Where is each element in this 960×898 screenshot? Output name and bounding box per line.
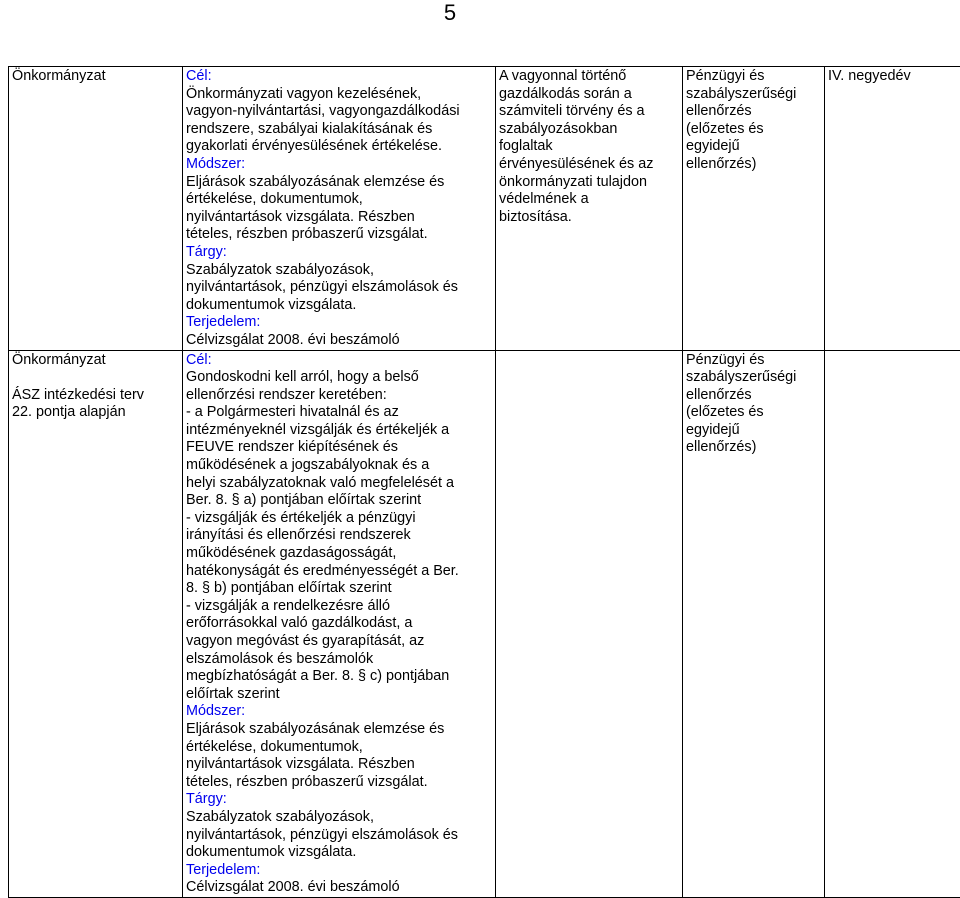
type-line: (előzetes és bbox=[686, 121, 821, 139]
content-line: 8. § b) pontjában előírtak szerint bbox=[186, 580, 492, 598]
content-line: értékelése, dokumentumok, bbox=[186, 191, 492, 209]
content-line: működésének a jogszabályoknak és a bbox=[186, 457, 492, 475]
content-line: irányítási és ellenőrzési rendszerek bbox=[186, 527, 492, 545]
content-line: elszámolások és beszámolók bbox=[186, 651, 492, 669]
owner-cell bbox=[9, 350, 183, 897]
content-line: - vizsgálják a rendelkezésre álló bbox=[186, 598, 492, 616]
risk-line: szabályozásokban bbox=[499, 121, 679, 139]
content-line: Szabályzatok szabályozások, bbox=[186, 809, 492, 827]
content-line: Eljárások szabályozásának elemzése és bbox=[186, 174, 492, 192]
content-line: tételes, részben próbaszerű vizsgálat. bbox=[186, 226, 492, 244]
content-line: helyi szabályzatoknak való megfelelését a bbox=[186, 475, 492, 493]
content-line: Eljárások szabályozásának elemzése és bbox=[186, 721, 492, 739]
section-label: Tárgy: bbox=[186, 791, 492, 809]
content-line: - vizsgálják és értékeljék a pénzügyi bbox=[186, 510, 492, 528]
audit-type-cell bbox=[683, 67, 825, 351]
section-label: Cél: bbox=[186, 352, 492, 370]
content-line: - a Polgármesteri hivatalnál és az bbox=[186, 404, 492, 422]
section-label: Módszer: bbox=[186, 703, 492, 721]
owner-line bbox=[12, 369, 179, 387]
period-cell bbox=[825, 350, 960, 897]
table-row bbox=[9, 350, 960, 897]
content-line: értékelése, dokumentumok, bbox=[186, 739, 492, 757]
content-line: gyakorlati érvényesülésének értékelése. bbox=[186, 138, 492, 156]
content-line: Önkormányzati vagyon kezelésének, bbox=[186, 86, 492, 104]
type-line: ellenőrzés) bbox=[686, 439, 821, 457]
type-line: Pénzügyi és bbox=[686, 352, 821, 370]
audit-plan-table bbox=[8, 66, 960, 898]
content-line: megbízhatóságát a Ber. 8. § c) pontjában bbox=[186, 668, 492, 686]
content-line: Ber. 8. § a) pontjában előírtak szerint bbox=[186, 492, 492, 510]
risk-line: érvényesülésének és az bbox=[499, 156, 679, 174]
content-cell bbox=[183, 67, 496, 351]
content-line: rendszere, szabályai kialakításának és bbox=[186, 121, 492, 139]
type-line: szabályszerűségi bbox=[686, 369, 821, 387]
risk-line: foglaltak bbox=[499, 138, 679, 156]
risk-line: védelmének a bbox=[499, 191, 679, 209]
content-line: vagyon megóvást és gyarapítását, az bbox=[186, 633, 492, 651]
type-line: ellenőrzés bbox=[686, 387, 821, 405]
type-line: egyidejű bbox=[686, 422, 821, 440]
content-line: tételes, részben próbaszerű vizsgálat. bbox=[186, 774, 492, 792]
content-line: intézményeknél vizsgálják és értékeljék a bbox=[186, 422, 492, 440]
content-line: hatékonyságát és eredményességét a Ber. bbox=[186, 563, 492, 581]
audit-type-cell bbox=[683, 350, 825, 897]
content-line: Célvizsgálat 2008. évi beszámoló bbox=[186, 332, 492, 350]
type-line: szabályszerűségi bbox=[686, 86, 821, 104]
owner-line: 22. pontja alapján bbox=[12, 404, 179, 422]
section-label: Terjedelem: bbox=[186, 314, 492, 332]
content-line: előírtak szerint bbox=[186, 686, 492, 704]
risk-line: biztosítása. bbox=[499, 209, 679, 227]
content-line: vagyon-nyilvántartási, vagyongazdálkodási bbox=[186, 103, 492, 121]
page-number: 5 bbox=[430, 0, 470, 26]
owner-cell bbox=[9, 67, 183, 351]
content-line: Szabályzatok szabályozások, bbox=[186, 262, 492, 280]
content-cell bbox=[183, 350, 496, 897]
risk-line: A vagyonnal történő bbox=[499, 68, 679, 86]
risk-line: gazdálkodás során a bbox=[499, 86, 679, 104]
owner-line: Önkormányzat bbox=[12, 352, 179, 370]
content-line: Célvizsgálat 2008. évi beszámoló bbox=[186, 879, 492, 897]
content-line: erőforrásokkal való gazdálkodást, a bbox=[186, 615, 492, 633]
owner-line: ÁSZ intézkedési terv bbox=[12, 387, 179, 405]
risk-cell bbox=[496, 350, 683, 897]
section-label: Cél: bbox=[186, 68, 492, 86]
risk-cell bbox=[496, 67, 683, 351]
section-label: Terjedelem: bbox=[186, 862, 492, 880]
content-line: ellenőrzési rendszer keretében: bbox=[186, 387, 492, 405]
content-line: Gondoskodni kell arról, hogy a belső bbox=[186, 369, 492, 387]
section-label: Módszer: bbox=[186, 156, 492, 174]
content-line: FEUVE rendszer kiépítésének és bbox=[186, 439, 492, 457]
content-line: nyilvántartások, pénzügyi elszámolások és bbox=[186, 279, 492, 297]
content-line: nyilvántartások vizsgálata. Részben bbox=[186, 209, 492, 227]
risk-line: önkormányzati tulajdon bbox=[499, 174, 679, 192]
type-line: (előzetes és bbox=[686, 404, 821, 422]
period-line: IV. negyedév bbox=[828, 68, 958, 86]
content-line: dokumentumok vizsgálata. bbox=[186, 297, 492, 315]
type-line: ellenőrzés bbox=[686, 103, 821, 121]
type-line: ellenőrzés) bbox=[686, 156, 821, 174]
type-line: Pénzügyi és bbox=[686, 68, 821, 86]
content-line: működésének gazdaságosságát, bbox=[186, 545, 492, 563]
section-label: Tárgy: bbox=[186, 244, 492, 262]
content-line: nyilvántartások vizsgálata. Részben bbox=[186, 756, 492, 774]
table-row bbox=[9, 67, 960, 351]
risk-line: számviteli törvény és a bbox=[499, 103, 679, 121]
content-line: dokumentumok vizsgálata. bbox=[186, 844, 492, 862]
content-line: nyilvántartások, pénzügyi elszámolások és bbox=[186, 827, 492, 845]
type-line: egyidejű bbox=[686, 138, 821, 156]
owner-line: Önkormányzat bbox=[12, 68, 179, 86]
period-cell bbox=[825, 67, 960, 351]
